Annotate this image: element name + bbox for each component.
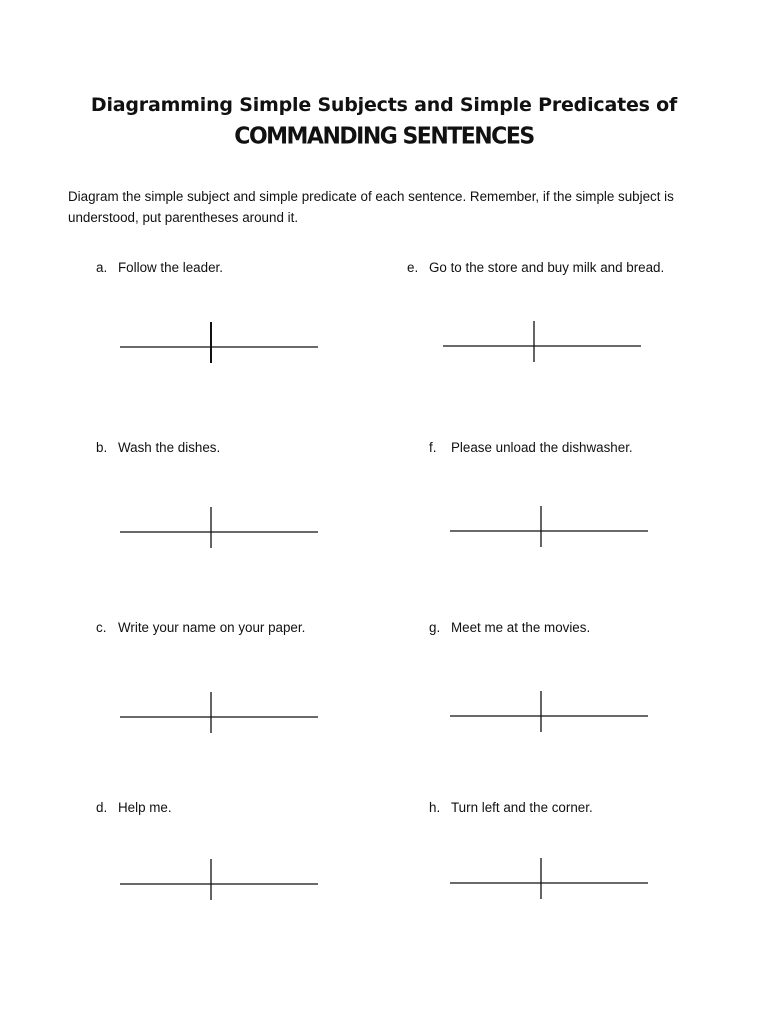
item-sentence: Go to the store and buy milk and bread. [429,260,665,275]
item-letter: a. [96,260,108,275]
sentence-item-c [96,620,305,635]
diagram-b[interactable] [120,507,320,551]
diagram-c[interactable] [120,692,320,736]
diagram-d[interactable] [120,859,320,903]
item-sentence: Help me. [118,800,172,815]
item-letter: b. [96,440,108,455]
item-sentence: Please unload the dishwasher. [451,440,633,455]
sentence-item-b [96,440,220,455]
diagram-a[interactable] [120,322,320,366]
instructions-text: Diagram the simple subject and simple predicate of each sentence. Remember, if the simple subject is understood, put parentheses around it. [68,189,674,225]
item-sentence: Write your name on your paper. [118,620,306,635]
diagram-e[interactable] [443,321,643,365]
item-letter: c. [96,620,107,635]
sentence-item-f [429,440,633,455]
worksheet-subtitle: COMMANDING SENTENCES [234,123,534,150]
sentence-item-h [429,800,593,815]
item-letter: h. [429,800,441,815]
item-sentence: Meet me at the movies. [451,620,591,635]
sentence-item-e [407,260,664,275]
item-letter: e. [407,260,419,275]
sentence-item-d [96,800,172,815]
item-sentence: Follow the leader. [118,260,223,275]
item-sentence: Turn left and the corner. [451,800,593,815]
item-letter: g. [429,620,441,635]
item-sentence: Wash the dishes. [118,440,221,455]
sentence-item-g [429,620,590,635]
sentence-item-a [96,260,223,275]
worksheet-title: Diagramming Simple Subjects and Simple Predicates of [90,94,678,116]
diagram-h[interactable] [450,858,650,902]
item-letter: d. [96,800,108,815]
diagram-g[interactable] [450,691,650,735]
diagram-f[interactable] [450,506,650,550]
item-letter: f. [429,440,437,455]
